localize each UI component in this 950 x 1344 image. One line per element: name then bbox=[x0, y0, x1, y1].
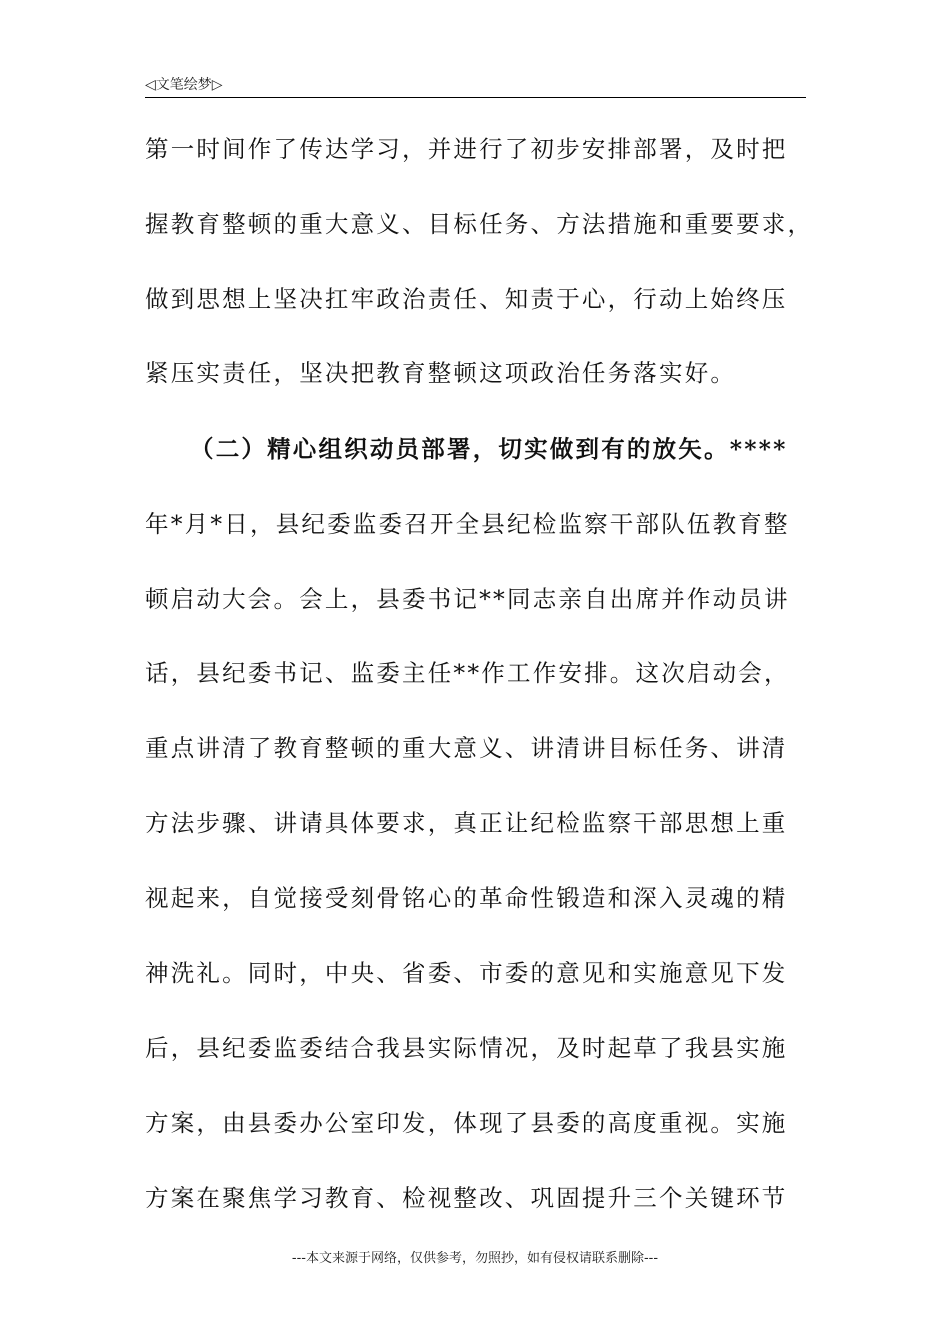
paragraph-line: 视起来，自觉接受刻骨铭心的革命性锻造和深入灵魂的精 bbox=[145, 884, 788, 912]
paragraph-line: 握教育整顿的重大意义、目标任务、方法措施和重要要求， bbox=[145, 210, 814, 238]
paragraph-line: 方法步骤、讲请具体要求，真正让纪检监察干部思想上重 bbox=[145, 809, 788, 837]
paragraph-line: 顿启动大会。会上，县委书记**同志亲自出席并作动员讲 bbox=[145, 585, 790, 613]
paragraph-line: 紧压实责任，坚决把教育整顿这项政治任务落实好。 bbox=[145, 359, 737, 387]
paragraph-line: 年*月*日，县纪委监委召开全县纪检监察干部队伍教育整 bbox=[145, 510, 790, 538]
page-footer-disclaimer: ---本文来源于网络，仅供参考，勿照抄，如有侵权请联系删除--- bbox=[291, 1251, 659, 1266]
header-divider bbox=[145, 97, 806, 98]
paragraph-line: 重点讲清了教育整顿的重大意义、讲清讲目标任务、讲清 bbox=[145, 734, 788, 762]
paragraph-line: 方案在聚焦学习教育、检视整改、巩固提升三个关键环节 bbox=[145, 1184, 788, 1212]
section-heading: （二）精心组织动员部署，切实做到有的放矢。**** bbox=[190, 435, 788, 463]
paragraph-line: 方案，由县委办公室印发，体现了县委的高度重视。实施 bbox=[145, 1109, 788, 1137]
paragraph-line: 做到思想上坚决扛牢政治责任、知责于心，行动上始终压 bbox=[145, 285, 788, 313]
page-header: ◁文笔绘梦▷ bbox=[145, 77, 223, 93]
paragraph-line: 第一时间作了传达学习，并进行了初步安排部署，及时把 bbox=[145, 135, 788, 163]
paragraph-line: 话，县纪委书记、监委主任**作工作安排。这次启动会， bbox=[145, 659, 790, 687]
paragraph-line: 后，县纪委监委结合我县实际情况，及时起草了我县实施 bbox=[145, 1034, 788, 1062]
paragraph-line: 神洗礼。同时，中央、省委、市委的意见和实施意见下发 bbox=[145, 959, 788, 987]
